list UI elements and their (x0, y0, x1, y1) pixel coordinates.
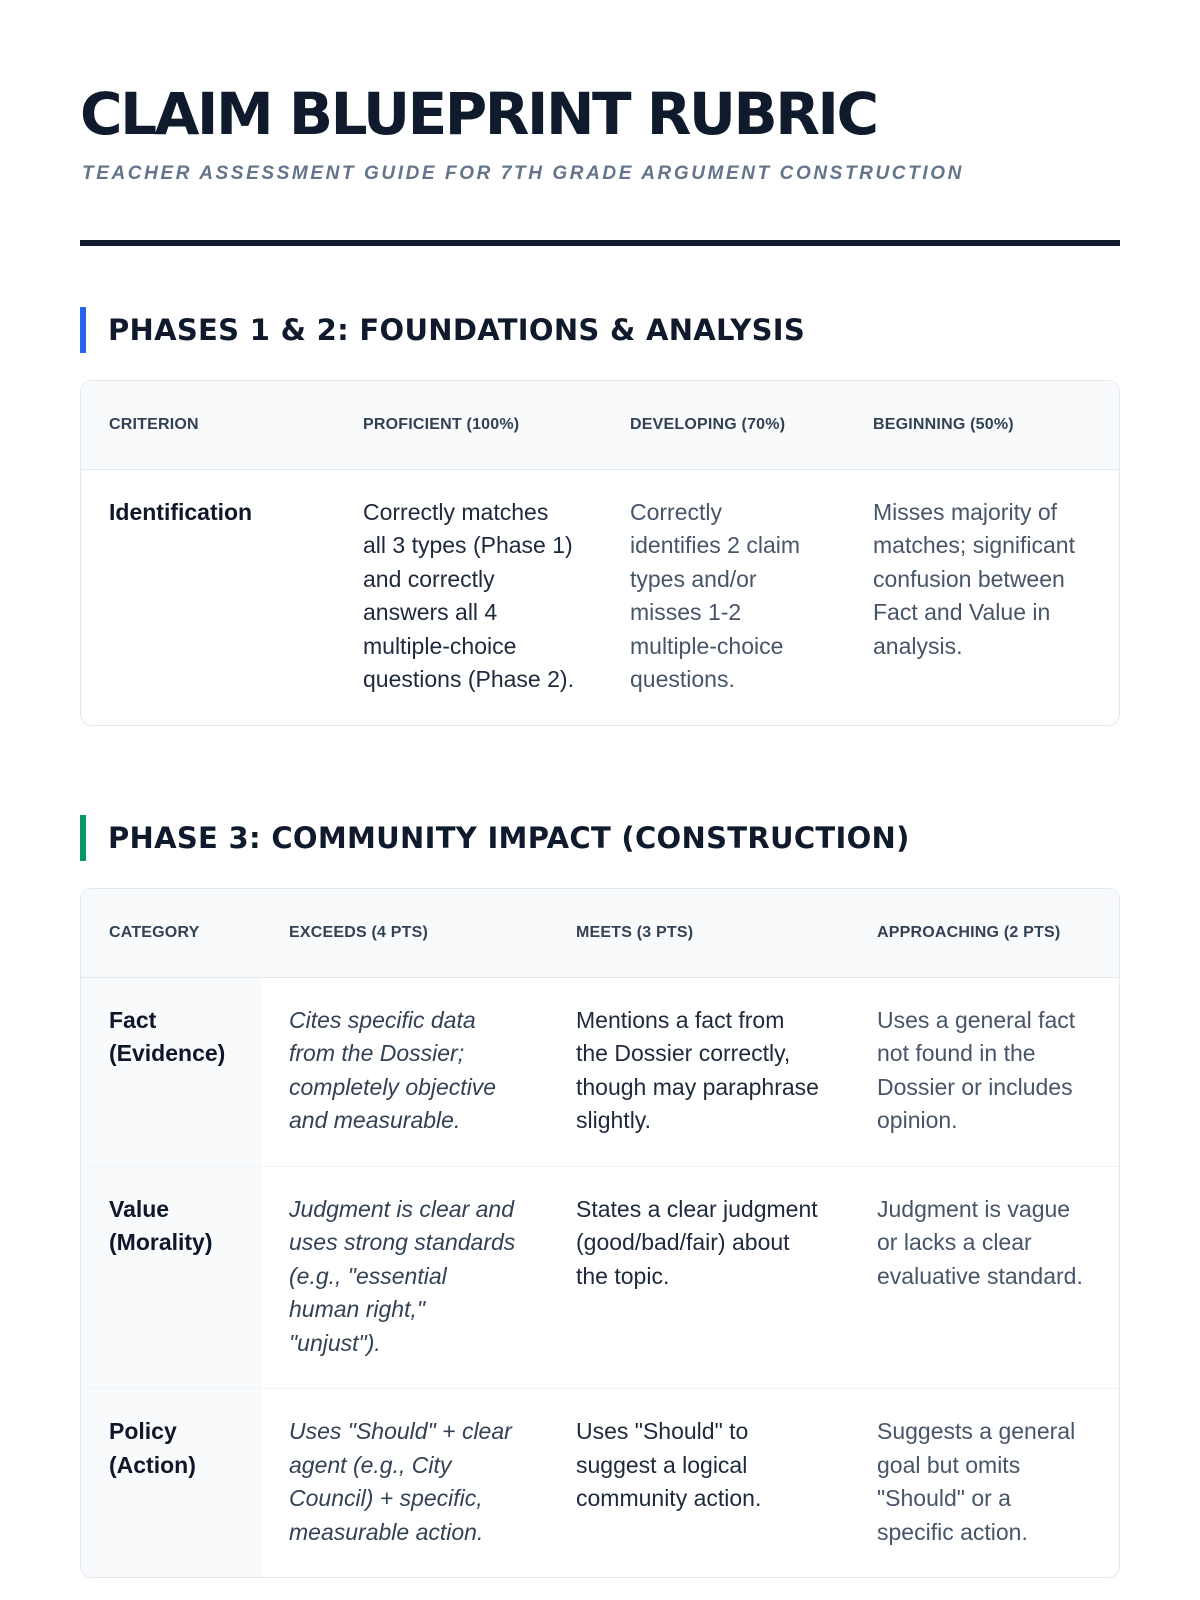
page-subtitle: TEACHER ASSESSMENT GUIDE FOR 7TH GRADE ARGUMENT CONSTRUCTION (82, 163, 964, 184)
title-divider (80, 240, 1120, 246)
column-header-proficient: PROFICIENT (100%) (335, 381, 602, 469)
developing-cell: Correctly identifies 2 claim types and/or misses 1-2 multiple-choice questions. (630, 498, 801, 692)
exceeds-cell: Cites specific data from the Dossier; completely objective and measurable. (289, 1006, 497, 1133)
column-header-criterion: CRITERION (81, 381, 335, 469)
column-header-developing: DEVELOPING (70%) (602, 381, 845, 469)
table-header-row (81, 381, 1120, 469)
section-accent-bar (80, 815, 86, 861)
column-header-category: CATEGORY (81, 889, 261, 977)
meets-cell: Uses "Should" to suggest a logical community action. (548, 1389, 849, 1578)
approaching-cell: Judgment is vague or lacks a clear evaluative standard. (849, 1166, 1120, 1389)
table-row (81, 469, 1120, 725)
table-row (81, 1166, 1120, 1389)
column-header-exceeds: EXCEEDS (4 PTS) (261, 889, 548, 977)
section-heading-phase-3 (80, 815, 910, 861)
section-accent-bar (80, 307, 86, 353)
beginning-cell: Misses majority of matches; significant confusion between Fact and Value in analysis. (873, 498, 1075, 659)
rubric-table-phase-3 (80, 888, 1120, 1578)
table-row (81, 977, 1120, 1166)
page-title: CLAIM BLUEPRINT RUBRIC (80, 80, 877, 148)
section-heading-phases-1-2 (80, 307, 805, 353)
proficient-cell: Correctly matches all 3 types (Phase 1) and correctly answers all 4 multiple-choice questions (Phase 2). (363, 498, 574, 692)
rubric-table-phases-1-2 (80, 380, 1120, 726)
meets-cell: States a clear judgment (good/bad/fair) about the topic. (548, 1166, 849, 1389)
category-cell: Policy (Action) (81, 1389, 261, 1578)
category-cell: Value (Morality) (81, 1166, 261, 1389)
column-header-approaching: APPROACHING (2 PTS) (849, 889, 1120, 977)
column-header-meets: MEETS (3 PTS) (548, 889, 849, 977)
exceeds-cell: Judgment is clear and uses strong standards (e.g., "essential human right," "unjust"). (261, 1166, 548, 1389)
table-header-row (81, 889, 1120, 977)
exceeds-cell: Uses "Should" + clear agent (e.g., City Council) + specific, measurable action. (261, 1389, 548, 1578)
section-title: PHASES 1 & 2: FOUNDATIONS & ANALYSIS (108, 313, 806, 347)
category-cell: Fact (Evidence) (81, 977, 261, 1166)
approaching-cell: Suggests a general goal but omits "Should" or a specific action. (849, 1389, 1120, 1578)
meets-cell: Mentions a fact from the Dossier correctly, though may paraphrase slightly. (576, 1006, 819, 1133)
approaching-cell: Uses a general fact not found in the Dossier or includes opinion. (877, 1006, 1076, 1133)
column-header-beginning: BEGINNING (50%) (845, 381, 1120, 469)
criterion-cell: Identification (109, 498, 253, 525)
section-title: PHASE 3: COMMUNITY IMPACT (CONSTRUCTION) (108, 821, 910, 855)
table-row (81, 1389, 1120, 1578)
